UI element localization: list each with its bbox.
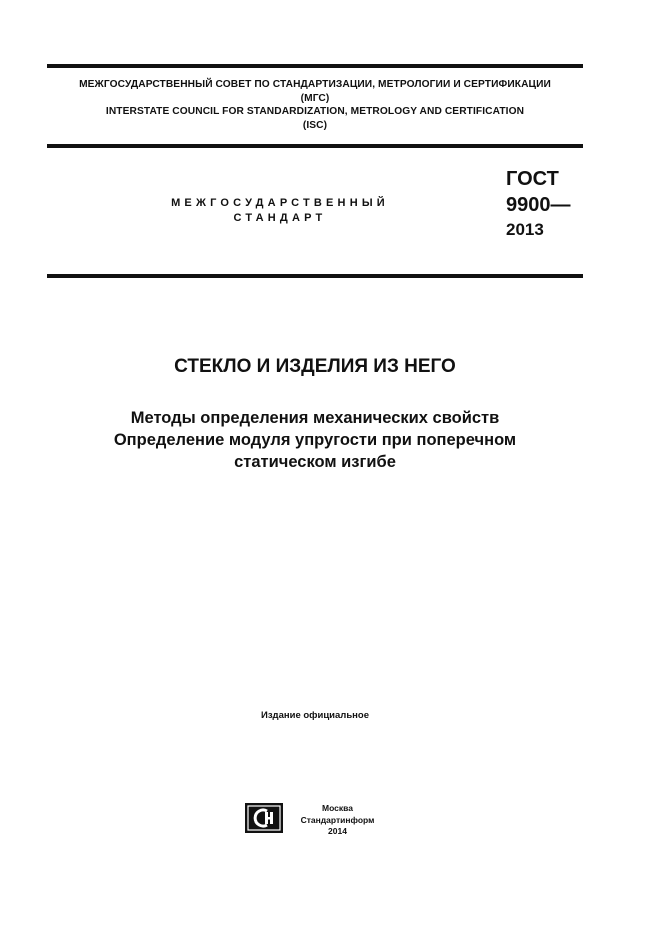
council-abbr-en: (ISC) [302, 119, 328, 131]
publisher-city: Москва [322, 803, 353, 813]
gost-prefix: ГОСТ [506, 168, 559, 190]
edition-label: Издание официальное [261, 710, 369, 721]
council-header [47, 78, 583, 132]
bottom-rule [47, 274, 583, 278]
document-subtitle [47, 407, 583, 473]
council-name-en: INTERSTATE COUNCIL FOR STANDARDIZATION, METROLOGY AND CERTIFICATION [105, 106, 525, 117]
top-rule [47, 64, 583, 68]
publisher-name: Стандартинформ [300, 814, 375, 825]
subtitle-line1: Методы определения механических свойств [130, 409, 500, 427]
standartinform-logo-icon [245, 803, 283, 833]
standard-type-line2: СТАНДАРТ [233, 212, 327, 224]
council-abbr-ru: (МГС) [300, 92, 330, 104]
gost-year: 2013 [506, 220, 544, 239]
council-name-ru: МЕЖГОСУДАРСТВЕННЫЙ СОВЕТ ПО СТАНДАРТИЗАЦИИ, МЕТРОЛОГИИ И СЕРТИФИКАЦИИ [79, 79, 551, 90]
publisher-imprint [290, 803, 385, 838]
gost-designation [506, 166, 571, 242]
subtitle-line2: Определение модуля упругости при поперечном [113, 431, 517, 449]
gost-number: 9900— [506, 194, 571, 216]
document-title: СТЕКЛО И ИЗДЕЛИЯ ИЗ НЕГО [174, 356, 456, 377]
standard-type [130, 196, 430, 226]
subtitle-line3: статическом изгибе [234, 453, 396, 471]
middle-rule [47, 144, 583, 148]
publisher-year: 2014 [328, 826, 347, 836]
standard-type-line1: МЕЖГОСУДАРСТВЕННЫЙ [171, 197, 389, 209]
